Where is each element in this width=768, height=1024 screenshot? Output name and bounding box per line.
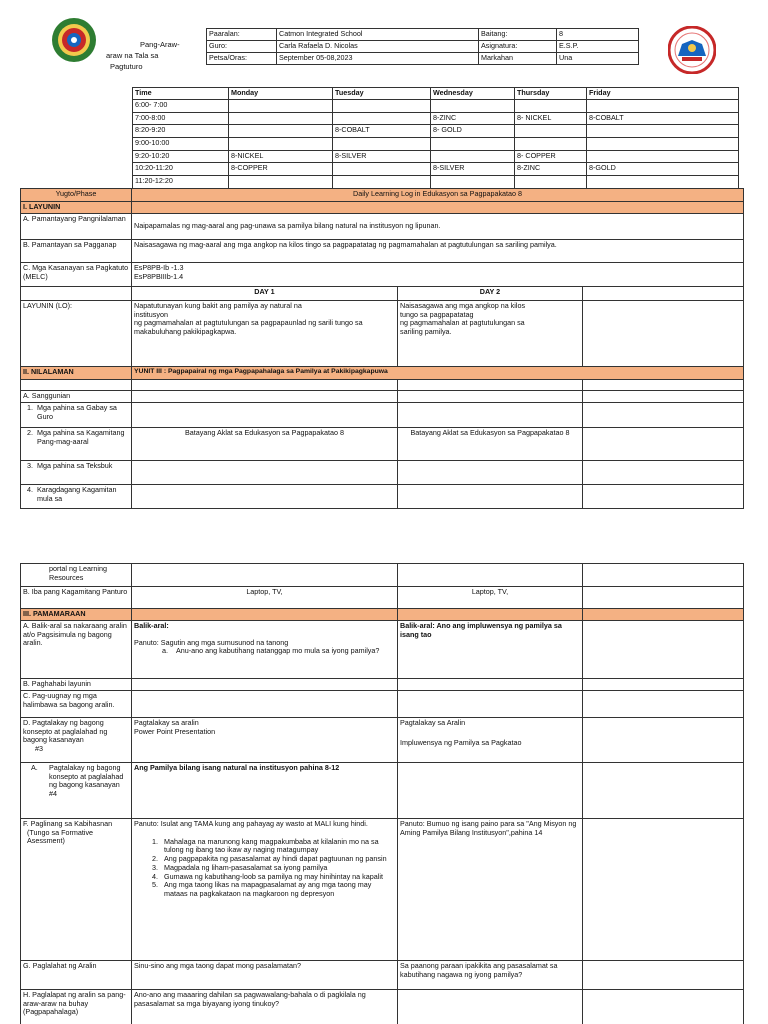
school-info-table — [206, 28, 639, 65]
time-cell: 9:00-10:00 — [133, 138, 229, 151]
info-label: Baitang: — [479, 29, 557, 41]
row-label: 3. Mga pahina sa Teksbuk — [21, 460, 132, 484]
row-label: D. Pagtalakay ng bagong konsepto at paglalahad ng bagong kasanayan #3 — [21, 717, 132, 762]
assessment-day1: Panuto: Isulat ang TAMA kung ang pahayag ay wasto at MALI kung hindi. 1. Mahalaga na marunong kang magpakumbaba at kilalanin mo na sa tulong ng ibang tao ikaw ay naging matagumpay 2. Ang pagpapakita ng pasasalamat ay hindi dapat pagtuunan ng pansin 3. Magpadala ng liham-pasasalamat sa iyong pamilya 4. Gumawa ng kabutihang-loob sa pamilya ng may hinihintay na kapalit 5. Ang mga taong likas na mapagpasalamat ay ang mga taong may mataas na pagkakataon na magkaroon ng depresyon — [132, 818, 398, 960]
info-value: Una — [557, 53, 639, 65]
table-row — [133, 138, 739, 151]
schedule-cell: 8-COBALT — [333, 125, 431, 138]
schedule-cell — [229, 100, 333, 113]
table-row — [21, 989, 744, 1024]
schedule-cell — [333, 138, 431, 151]
list-item: 3. Magpadala ng liham-pasasalamat sa iyong pamilya — [152, 862, 328, 872]
info-label: Guro: — [207, 41, 277, 53]
section-row — [21, 609, 744, 621]
ref2-day2: Batayang Aklat sa Edukasyon sa Pagpapakatao 8 — [398, 427, 583, 460]
schedule-cell — [587, 150, 739, 163]
time-cell: 11:20-12:20 — [133, 176, 229, 189]
schedule-cell — [515, 100, 587, 113]
table-row — [21, 427, 744, 460]
table-row — [21, 620, 744, 678]
row-label: B. Iba pang Kagamitang Panturo — [21, 587, 132, 609]
row-label: portal ng Learning Resources — [21, 564, 132, 587]
table-row — [133, 112, 739, 125]
section-row — [21, 366, 744, 379]
info-value: September 05-08,2023 — [277, 53, 479, 65]
discussion-day1: Pagtalakay sa aralin Power Point Presentation — [132, 717, 398, 762]
table-row — [21, 762, 744, 818]
row-label: B. Paghahabi layunin — [21, 678, 132, 690]
schedule-cell — [587, 125, 739, 138]
info-label: Petsa/Oras: — [207, 53, 277, 65]
table-row — [21, 587, 744, 609]
table-row — [21, 390, 744, 402]
daily-log-table-continued — [20, 563, 744, 1024]
school-seal-icon — [52, 18, 96, 62]
schedule-cell — [229, 112, 333, 125]
schedule-cell — [515, 176, 587, 189]
schedule-cell — [587, 100, 739, 113]
materials-day2: Laptop, TV, — [398, 587, 583, 609]
generalization-day1: Sinu-sino ang mga taong dapat mong pasalamatan? — [132, 960, 398, 989]
table-row — [21, 402, 744, 427]
table-row — [133, 125, 739, 138]
list-item: 1. Mahalaga na marunong kang magpakumbaba at kilalanin mo na sa tulong ng ibang tao ikaw ay naging matagumpay — [152, 836, 379, 855]
table-row — [21, 460, 744, 484]
schedule-cell: 8-SILVER — [333, 150, 431, 163]
schedule-cell — [431, 100, 515, 113]
info-value: Carla Rafaela D. Nicolas — [277, 41, 479, 53]
table-row — [21, 484, 744, 508]
info-label: Asignatura: — [479, 41, 557, 53]
table-row — [133, 163, 739, 176]
table-row — [133, 150, 739, 163]
schedule-header: Thursday — [515, 88, 587, 100]
table-row — [21, 564, 744, 587]
schedule-header: Wednesday — [431, 88, 515, 100]
ref2-day1: Batayang Aklat sa Edukasyon sa Pagpapakatao 8 — [132, 427, 398, 460]
info-label: Paaralan: — [207, 29, 277, 41]
schedule-cell — [515, 138, 587, 151]
row-label: 4. Karagdagang Kagamitan mula sa — [21, 484, 132, 508]
phase-header: Yugto/Phase — [21, 189, 132, 202]
review-day1: Balik-aral: Panuto: Sagutin ang mga sumusunod na tanong a. Anu-ano ang kabutihang natanggap mo mula sa iyong pamilya? — [132, 620, 398, 678]
section-title: II. NILALAMAN — [21, 366, 132, 379]
table-row — [21, 678, 744, 690]
schedule-cell — [587, 138, 739, 151]
table-row — [21, 717, 744, 762]
time-cell: 9:20-10:20 — [133, 150, 229, 163]
row-label: G. Paglalahat ng Aralin — [21, 960, 132, 989]
daily-log-title: Daily Learning Log in Edukasyon sa Pagpapakatao 8 — [132, 189, 744, 202]
phase-header-row — [21, 189, 744, 202]
row-label: B. Pamantayan sa Pagganap — [21, 239, 132, 262]
schedule-cell: 8-ZINC — [515, 163, 587, 176]
list-item: 2. Ang pagpapakita ng pasasalamat ay hindi dapat pagtuunan ng pansin — [152, 854, 387, 864]
generalization-day2: Sa paanong paraan ipakikita ang pasasalamat sa kabutihang nagawa ng iyong pamilya? — [398, 960, 583, 989]
section-title: I. LAYUNIN — [21, 202, 132, 214]
discussion2-day1: Ang Pamilya bilang isang natural na institusyon pahina 8-12 — [132, 762, 398, 818]
time-cell: 8:20-9:20 — [133, 125, 229, 138]
schedule-cell: 8-ZINC — [431, 112, 515, 125]
row-label: A. Pamantayang Pangnilalaman — [21, 213, 132, 239]
row-label: C. Pag-uugnay ng mga halimbawa sa bagong aralin. — [21, 690, 132, 717]
schedule-header: Friday — [587, 88, 739, 100]
info-value: 8 — [557, 29, 639, 41]
day2-header: DAY 2 — [398, 286, 583, 300]
schedule-cell — [431, 138, 515, 151]
time-cell: 10:20-11:20 — [133, 163, 229, 176]
section-row — [21, 202, 744, 214]
schedule-cell: 8-GOLD — [587, 163, 739, 176]
table-row — [133, 176, 739, 189]
schedule-header: Tuesday — [333, 88, 431, 100]
schedule-cell: 8- NICKEL — [515, 112, 587, 125]
row-label: A. Sanggunian — [21, 390, 132, 402]
melc-code: EsP8PB-Ib -1.3 — [134, 262, 184, 272]
row-text: Naisasagawa ng mag-aaral ang mga angkop na kilos tingo sa pagpapatatag ng pagmamahalan at pagtutulungan sa sariling pamilya. — [132, 239, 744, 262]
form-title: Pang-Araw- araw na Tala sa Pagtuturo — [106, 40, 180, 71]
time-cell: 6:00- 7:00 — [133, 100, 229, 113]
division-seal-icon — [668, 26, 716, 74]
table-row — [21, 239, 744, 262]
table-row — [133, 100, 739, 113]
schedule-cell: 8-COBALT — [587, 112, 739, 125]
schedule-cell: 8-SILVER — [431, 163, 515, 176]
day1-header: DAY 1 — [132, 286, 398, 300]
materials-day1: Laptop, TV, — [132, 587, 398, 609]
schedule-cell — [431, 176, 515, 189]
row-label: LAYUNIN (LO): — [21, 300, 132, 366]
row-label: F. Paglinang sa Kabihasnan (Tungo sa Formative Asessment) — [21, 818, 132, 960]
schedule-cell — [431, 150, 515, 163]
schedule-cell — [333, 100, 431, 113]
schedule-header: Time — [133, 88, 229, 100]
schedule-header: Monday — [229, 88, 333, 100]
unit-title: YUNIT III : Pagpapairal ng mga Pagpapahalaga sa Pamilya at Pakikipagkapuwa — [132, 366, 744, 379]
assessment-day2: Panuto: Bumuo ng isang paino para sa "Ang Misyon ng Aming Pamilya Bilang Institusyon",pahina 14 — [398, 818, 583, 960]
info-value: Catmon Integrated School — [277, 29, 479, 41]
lo-day1: Napatutunayan kung bakit ang pamilya ay natural na institusyon ng pagmamahalan at pagtutulungan sa pagpapaunlad ng sarili tungo sa makabuluhang pakikipagkapwa. — [132, 300, 398, 366]
schedule-cell: 8-COPPER — [229, 163, 333, 176]
table-row — [21, 960, 744, 989]
schedule-header-row — [133, 88, 739, 100]
melc-code: EsP8PBIIIb-1.4 — [134, 271, 184, 281]
schedule-cell: 8- GOLD — [431, 125, 515, 138]
schedule-cell — [515, 125, 587, 138]
list-item: 5. Ang mga taong likas na mapagpasalamat ay ang mga taong may mataas na pagkakataon na magkaroon ng depresyon — [152, 880, 372, 899]
table-row — [21, 213, 744, 239]
schedule-cell — [229, 125, 333, 138]
table-row — [21, 300, 744, 366]
table-row — [21, 379, 744, 390]
table-row — [21, 690, 744, 717]
review-day2: Balik-aral: Ano ang impluwensya ng pamilya sa isang tao — [398, 620, 583, 678]
row-label: A. Balik-aral sa nakaraang aralin at/o Pagsisimula ng bagong aralin. — [21, 620, 132, 678]
schedule-cell — [587, 176, 739, 189]
row-label: C. Mga Kasanayan sa Pagkatuto (MELC) — [21, 262, 132, 286]
table-row — [21, 818, 744, 960]
schedule-cell — [333, 112, 431, 125]
list-item: 4. Gumawa ng kabutihang-loob sa pamilya ng may hinihintay na kapalit — [152, 871, 383, 881]
day-header-row — [21, 286, 744, 300]
application-day1: Ano-ano ang maaaring dahilan sa pagwawalang-bahala o di pagkilala ng pasasalamat sa mga biyayang iyong tinukoy? — [132, 989, 398, 1024]
table-row — [21, 262, 744, 286]
row-label: H. Paglalapat ng aralin sa pang-araw-araw na buhay (Pagpapahalaga) — [21, 989, 132, 1024]
daily-log-table — [20, 188, 744, 509]
schedule-table — [132, 87, 739, 189]
section-title: III. PAMAMARAAN — [21, 609, 132, 621]
discussion-day2: Pagtalakay sa Aralin Impluwensya ng Pamilya sa Pagkatao — [398, 717, 583, 762]
schedule-cell — [333, 176, 431, 189]
row-label: A. Pagtalakay ng bagong konsepto at paglalahad ng bagong kasanayan #4 — [21, 762, 132, 818]
schedule-cell: 8- COPPER — [515, 150, 587, 163]
schedule-cell — [229, 176, 333, 189]
row-label: 2. Mga pahina sa Kagamitang Pang-mag-aaral — [21, 427, 132, 460]
time-cell: 7:00-8:00 — [133, 112, 229, 125]
lo-day2: Naisasagawa ang mga angkop na kilos tungo sa pagpapatatag ng pagmamahalan at pagtutulungan sa sariling pamilya. — [398, 300, 583, 366]
schedule-cell — [333, 163, 431, 176]
row-text: Naipapamalas ng mag-aaral ang pag-unawa sa pamilya bilang natural na institusyon ng lipunan. — [132, 213, 744, 239]
schedule-cell — [229, 138, 333, 151]
row-label: 1. Mga pahina sa Gabay sa Guro — [21, 402, 132, 427]
schedule-cell: 8-NICKEL — [229, 150, 333, 163]
info-label: Markahan — [479, 53, 557, 65]
info-value: E.S.P. — [557, 41, 639, 53]
row-text — [132, 262, 744, 286]
